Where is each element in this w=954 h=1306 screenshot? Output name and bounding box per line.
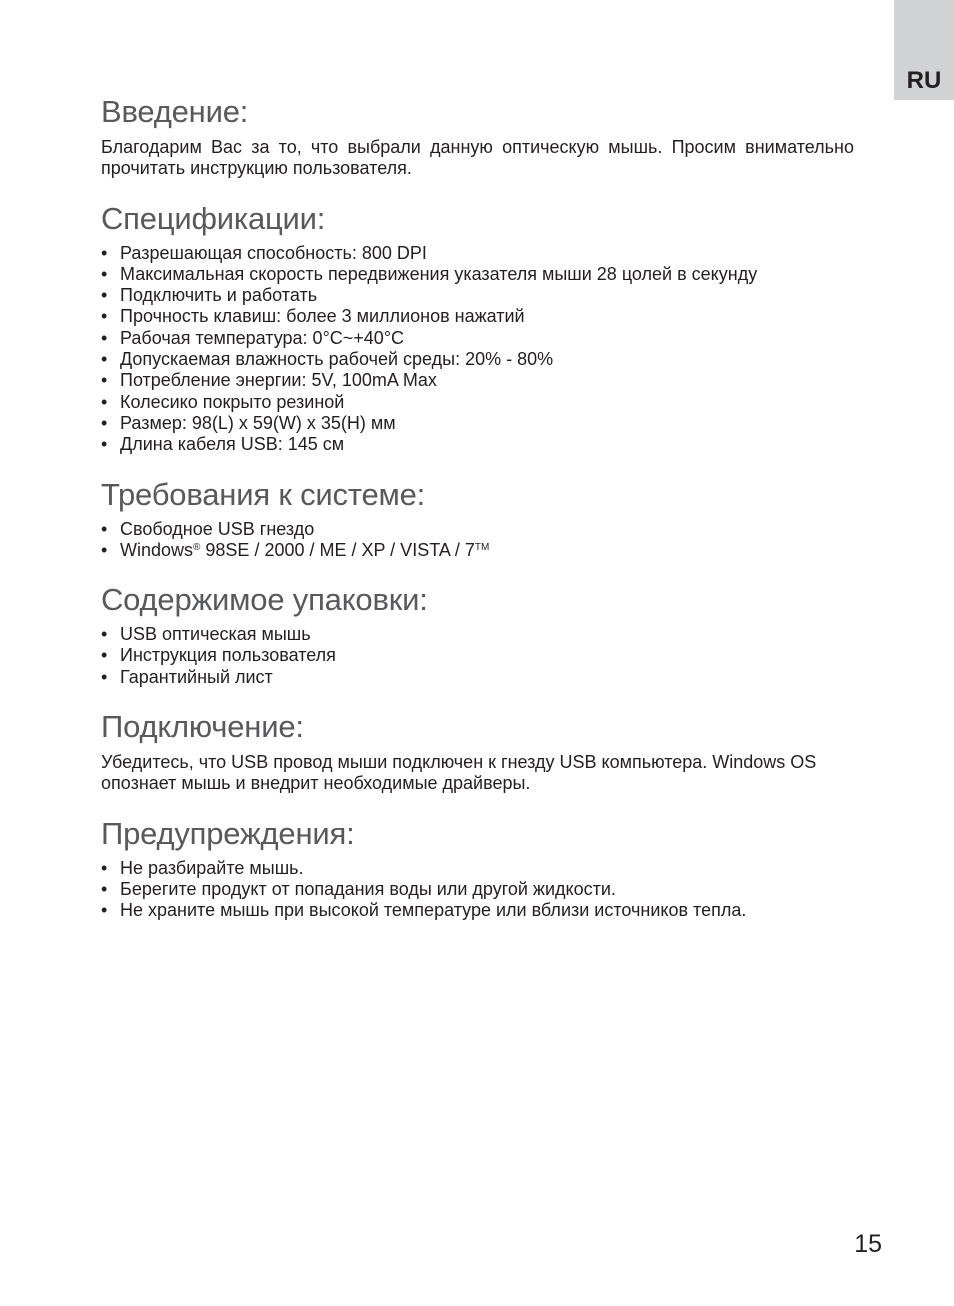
intro-paragraph: Благодарим Вас за то, что выбрали данную оптическую мышь. Просим внимательно прочитать инструкцию пользователя.: [101, 137, 854, 179]
bullet-icon: •: [101, 306, 108, 327]
connection-paragraph: Убедитесь, что USB провод мыши подключен к гнезду USB компьютера. Windows OS опознает мышь и внедрит необходимые драйверы.: [101, 752, 817, 794]
bullet-icon: •: [101, 391, 108, 412]
bullet-icon: •: [101, 857, 108, 878]
bullet-icon: •: [101, 645, 108, 666]
specs-list: [101, 243, 854, 456]
section-title-requirements: Требования к системе:: [101, 476, 426, 512]
bullet-icon: •: [101, 434, 108, 455]
list-item: • Максимальная скорость передвижения указателя мыши 28 цолей в секунду: [101, 263, 758, 284]
trademark-mark: TM: [474, 541, 490, 553]
section-intro: [101, 92, 854, 180]
section-title-intro: Введение:: [101, 94, 249, 129]
list-item: • Берегите продукт от попадания воды или другой жидкости.: [101, 878, 616, 899]
warnings-list: [101, 858, 854, 922]
bullet-icon: •: [101, 327, 108, 348]
list-item: • Потребление энергии: 5V, 100mA Max: [101, 370, 437, 391]
section-connection: [101, 707, 854, 795]
bullet-icon: •: [101, 518, 108, 539]
section-warnings: [101, 814, 854, 922]
bullet-icon: •: [101, 285, 108, 306]
section-title-warnings: Предупреждения:: [101, 815, 355, 851]
language-label: RU: [906, 67, 942, 94]
list-item: • Подключить и работать: [101, 285, 318, 306]
list-item: • Свободное USB гнездо: [101, 518, 315, 539]
bullet-icon: •: [101, 349, 108, 370]
section-title-specs: Спецификации:: [101, 200, 326, 236]
list-item: • Рабочая температура: 0°C~+40°C: [101, 327, 405, 348]
section-title-package: Содержимое упаковки:: [101, 582, 428, 618]
bullet-icon: •: [101, 900, 108, 921]
windows-name: Windows: [120, 539, 194, 560]
list-item: • Не храните мышь при высокой температуре или вблизи источников тепла.: [101, 900, 747, 921]
section-requirements: [101, 475, 854, 562]
list-item: • Размер: 98(L) x 59(W) x 35(H) мм: [101, 412, 396, 433]
bullet-icon: •: [101, 263, 108, 284]
list-item: • Инструкция пользователя: [101, 645, 336, 666]
list-item: • Не разбирайте мышь.: [101, 857, 304, 878]
bullet-icon: •: [101, 878, 108, 899]
bullet-icon: •: [101, 242, 108, 263]
list-item: • Гарантийный лист: [101, 666, 273, 687]
bullet-icon: •: [101, 666, 108, 687]
package-list: [101, 624, 854, 688]
list-item: • Прочность клавиш: более 3 миллионов нажатий: [101, 306, 525, 327]
list-item: • Длина кабеля USB: 145 см: [101, 434, 345, 455]
list-item: • USB оптическая мышь: [101, 624, 311, 645]
bullet-icon: •: [101, 370, 108, 391]
page-number: 15: [854, 1230, 882, 1258]
language-tab: [894, 0, 954, 100]
registered-mark: ®: [193, 541, 201, 553]
bullet-icon: •: [101, 624, 108, 645]
section-specs: [101, 199, 854, 456]
bullet-icon: •: [101, 539, 108, 560]
windows-versions: 98SE / 2000 / ME / XP / VISTA / 7: [200, 539, 475, 560]
list-item: • Разрешающая способность: 800 DPI: [101, 242, 427, 263]
document-body: [101, 92, 854, 941]
section-title-connection: Подключение:: [101, 709, 304, 745]
requirements-list: [101, 519, 854, 562]
list-item: • Колесико покрыто резиной: [101, 391, 345, 412]
section-package: [101, 580, 854, 688]
list-item: • Допускаемая влажность рабочей среды: 20% - 80%: [101, 349, 554, 370]
list-item-windows: [101, 540, 854, 561]
bullet-icon: •: [101, 412, 108, 433]
